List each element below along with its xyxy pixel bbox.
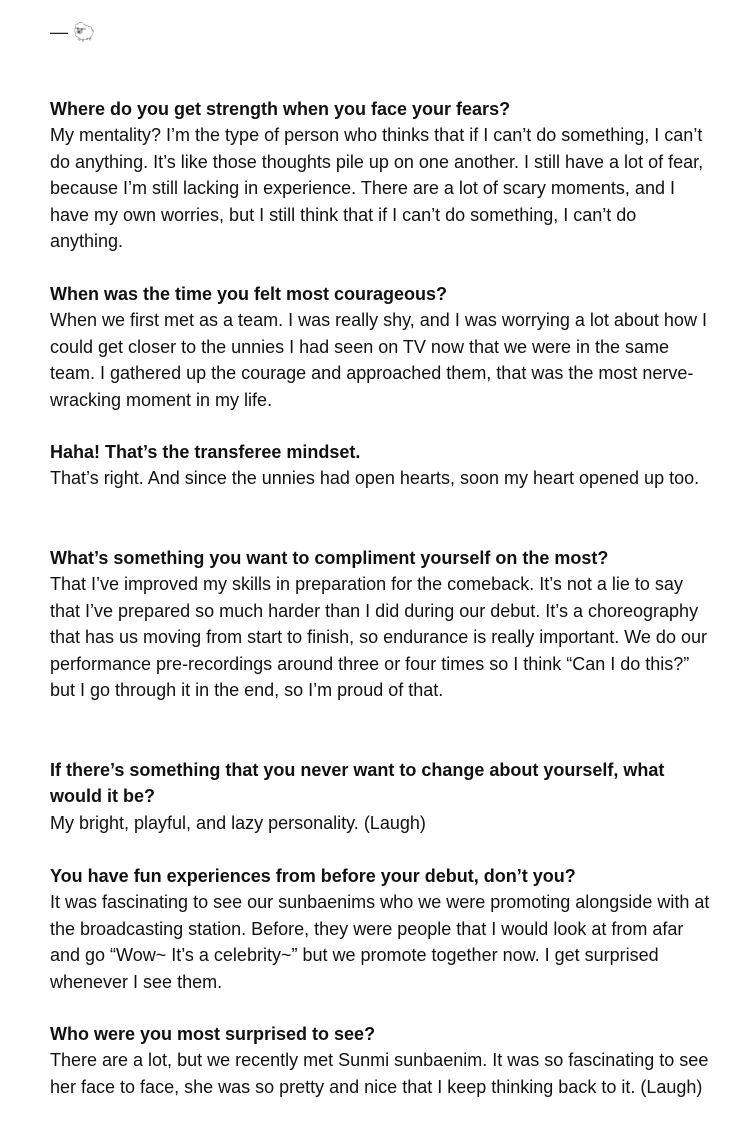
answer-text: That’s right. And since the unnies had open hearts, soon my heart opened up too. [50,468,700,489]
qa-block [50,863,714,995]
header-dash: — [50,22,68,42]
qa-block [50,757,714,836]
header-line [50,18,95,46]
question-text: You have fun experiences from before your debut, don’t you? [50,866,576,886]
question-text: Who were you most surprised to see? [50,1024,376,1044]
answer-text: It was fascinating to see our sunbaenims who we were promoting alongside with at the broadcasting station. Before, they were people that I would look at from afar and go “Wow~ It’s a celebrity~” but we promote together now. I get surprised whenever I see them. [50,892,710,992]
question-text: Haha! That’s the transferee mindset. [50,442,361,462]
qa-block [50,545,714,703]
qa-block [50,96,714,254]
qa-block [50,281,714,413]
question-text: If there’s something that you never want to change about yourself, what would it be? [50,760,665,807]
question-text: What’s something you want to compliment yourself on the most? [50,548,609,568]
sheep-icon: 🐑 [73,22,96,42]
qa-block [50,1021,714,1100]
question-text: Where do you get strength when you face your fears? [50,99,511,119]
answer-text: My mentality? I’m the type of person who thinks that if I can’t do something, I can’t do anything. It’s like those thoughts pile up on one another. I still have a lot of fear, because I’m still lacking in experience. There are a lot of scary moments, and I have my own worries, but I still think that if I can’t do something, I can’t do anything. [50,125,704,252]
question-text: When was the time you felt most courageous? [50,284,448,304]
answer-text: When we first met as a team. I was really shy, and I was worrying a lot about how I could get closer to the unnies I had seen on TV now that we were in the same team. I gathered up the courage and approached them, that was the most nerve-wracking moment in my life. [50,310,707,410]
answer-text: My bright, playful, and lazy personality. (Laugh) [50,812,426,833]
answer-text: That I’ve improved my skills in preparation for the comeback. It’s not a lie to say that I’ve prepared so much harder than I did during our debut. It’s a choreography that has us moving from start to finish, so endurance is really important. We do our performance pre-recordings around three or four times so I think “Can I do this?” but I go through it in the end, so I’m proud of that. [50,574,707,701]
answer-text: There are a lot, but we recently met Sunmi sunbaenim. It was so fascinating to see her face to face, she was so pretty and nice that I keep thinking back to it. (Laugh) [50,1050,709,1097]
qa-block [50,439,714,492]
